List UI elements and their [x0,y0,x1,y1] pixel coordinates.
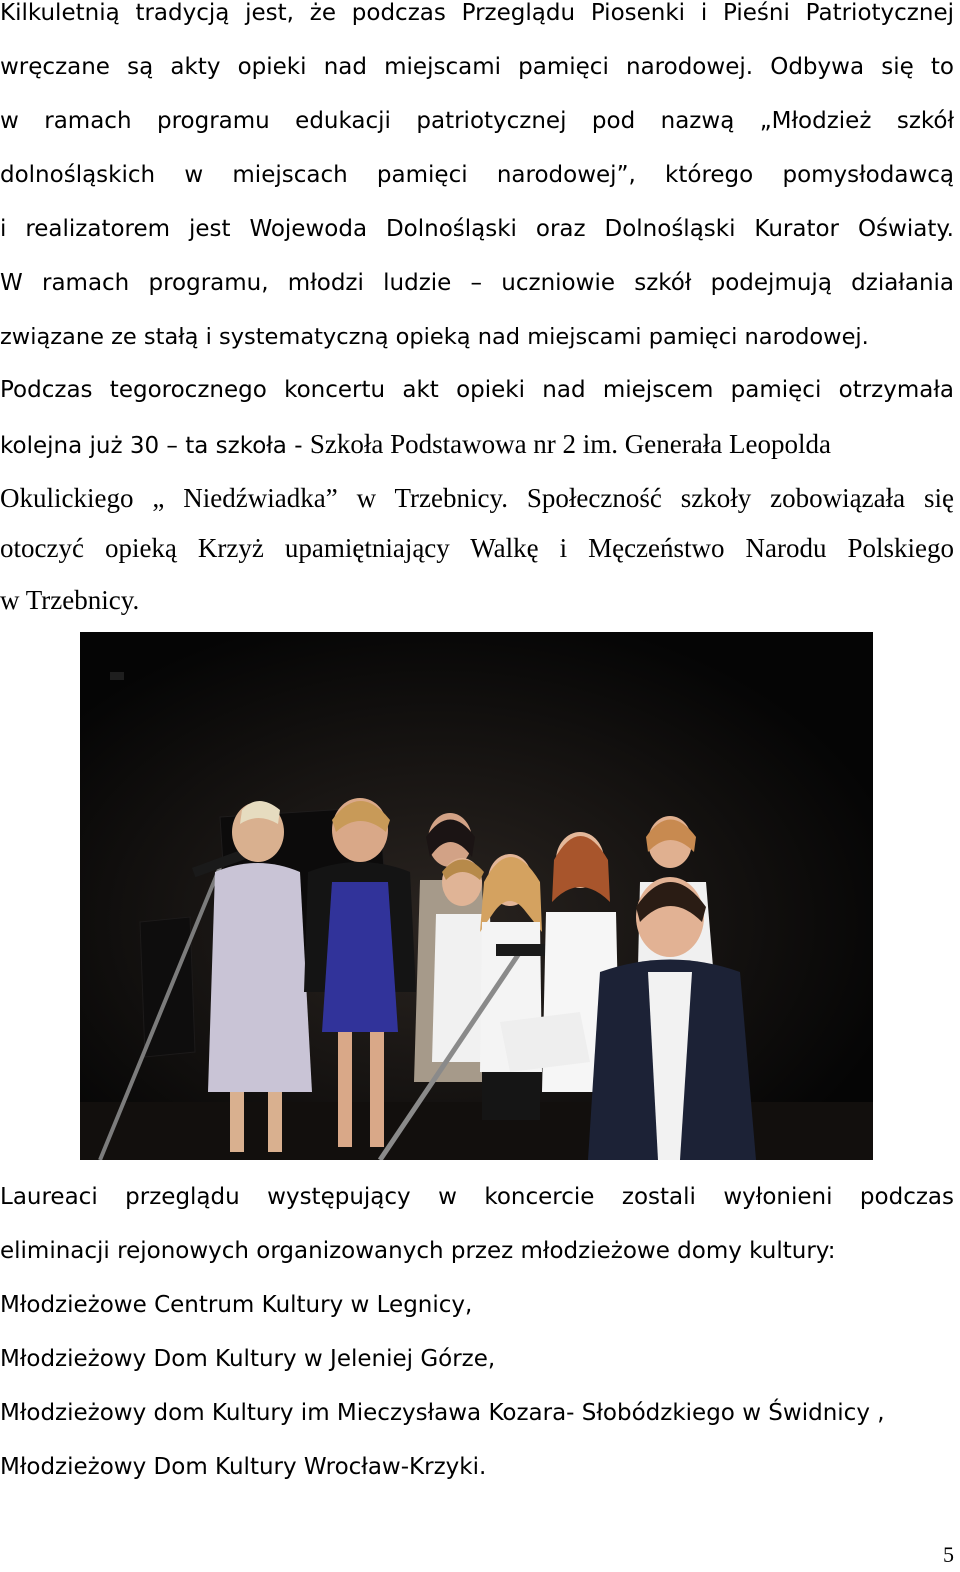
paragraph-2-line-2-serif: Szkoła Podstawowa nr 2 im. Generała Leopolda [309,429,831,459]
person-1-leg [268,1092,282,1152]
child-2-skirt [482,1072,540,1120]
paragraph-3-line-5: Młodzieżowy dom Kultury im Mieczysława Kozara- Słobódzkiego w Świdnicy , [0,1400,885,1426]
paragraph-3-line-1: Laureaci przeglądu występujący w koncercie zostali wyłonieni podczas [0,1184,954,1210]
paragraph-2-line-2-sans: kolejna już 30 – ta szkoła - [0,433,303,459]
person-1-leg [230,1092,244,1152]
person-2-leg [338,1032,352,1147]
paragraph-3-line-2: eliminacji rejonowych organizowanych przez młodzieżowe domy kultury: [0,1238,836,1264]
paragraph-1-line-7: związane ze stałą i systematyczną opieką nad miejscami pamięci narodowej. [0,324,869,350]
paper-sheet [500,1012,590,1072]
page-number: 5 [943,1542,954,1567]
paragraph-3-line-3: Młodzieżowe Centrum Kultury w Legnicy, [0,1292,473,1318]
stage-light [110,672,124,680]
paragraph-2-line-3: Okulickiego „ Niedźwiadka” w Trzebnicy. Społeczność szkoły zobowiązała się [0,483,954,513]
paragraph-1-line-5: i realizatorem jest Wojewoda Dolnośląski oraz Dolnośląski Kurator Oświaty. [0,216,954,242]
paragraph-1-line-2: wręczane są akty opieki nad miejscami pamięci narodowej. Odbywa się to [0,54,954,80]
chair [140,917,195,1057]
paragraph-2-line-2 [0,417,954,471]
paragraph-1-line-3: w ramach programu edukacji patriotycznej pod nazwą „Młodzież szkół [0,108,954,134]
paragraph-1-line-1: Kilkuletnią tradycją jest, że podczas Przeglądu Piosenki i Pieśni Patriotycznej [0,0,954,26]
paragraph-2-line-5: w Trzebnicy. [0,585,140,615]
person-2-dress [322,882,398,1032]
paragraph-3-line-4: Młodzieżowy Dom Kultury w Jeleniej Górze, [0,1346,496,1372]
paragraph-2-line-4: otoczyć opieką Krzyż upamiętniający Walkę i Męczeństwo Narodu Polskiego [0,533,954,563]
paragraph-1-line-6: W ramach programu, młodzi ludzie – uczniowie szkół podejmują działania [0,270,954,296]
ceremony-photo [80,632,873,1160]
paragraph-1-line-4: dolnośląskich w miejscach pamięci narodowej”, którego pomysłodawcą [0,162,954,188]
paragraph-2-line-1: Podczas tegorocznego koncertu akt opieki nad miejscem pamięci otrzymała [0,377,954,403]
person-1-dress [208,863,312,1092]
person-2-leg [370,1032,384,1147]
paragraph-3-line-6: Młodzieżowy Dom Kultury Wrocław-Krzyki. [0,1454,487,1480]
ceremony-photo-illustration [80,632,873,1160]
